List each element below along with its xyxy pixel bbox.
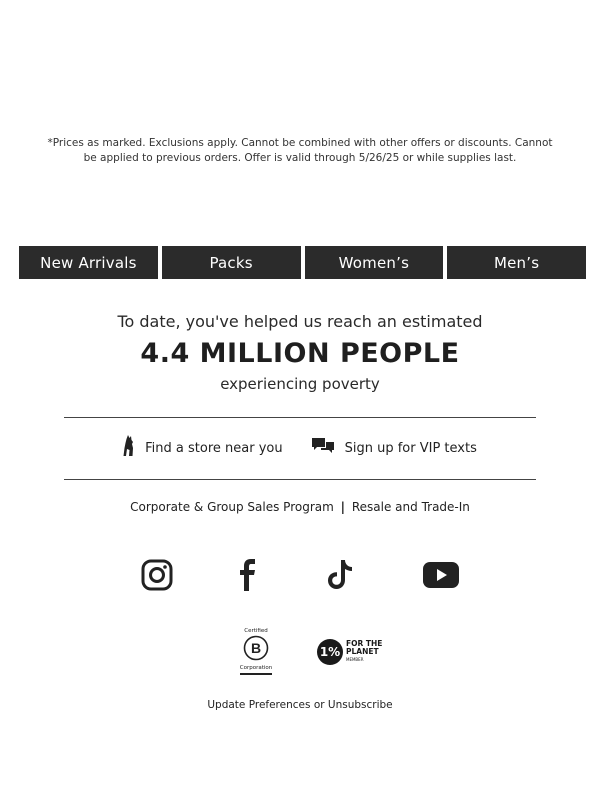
resale-trade-in-link[interactable]: Resale and Trade-In bbox=[351, 500, 470, 514]
impact-subtext: experiencing poverty bbox=[220, 375, 380, 393]
one-percent-line2: PLANET bbox=[346, 647, 379, 656]
one-percent-sub: MEMBER bbox=[346, 657, 364, 662]
one-percent-text bbox=[346, 640, 382, 664]
nav-packs-button[interactable]: Packs bbox=[162, 246, 301, 279]
corporate-sales-link[interactable]: Corporate & Group Sales Program bbox=[130, 500, 334, 514]
nav-new-arrivals-button[interactable]: New Arrivals bbox=[19, 246, 158, 279]
impact-headline: 4.4 MILLION PEOPLE bbox=[140, 338, 460, 369]
divider-bottom bbox=[64, 479, 536, 480]
nav-womens-button[interactable]: Women’s bbox=[305, 246, 444, 279]
find-store-link[interactable] bbox=[123, 435, 282, 461]
tiktok-icon[interactable] bbox=[320, 555, 360, 595]
category-nav bbox=[19, 246, 586, 279]
nav-mens-button[interactable]: Men’s bbox=[447, 246, 586, 279]
legal-disclaimer: *Prices as marked. Exclusions apply. Cannot be combined with other offers or discounts. Cannot be applied to previous orders. Offer is valid through 5/26/25 or while supplies last. bbox=[47, 137, 553, 164]
facebook-icon[interactable] bbox=[228, 555, 268, 595]
vip-texts-link[interactable] bbox=[311, 437, 477, 459]
unsubscribe-link[interactable]: Unsubscribe bbox=[327, 699, 393, 711]
email-preferences bbox=[0, 699, 600, 711]
footer-or-text: or bbox=[313, 699, 325, 711]
divider-top bbox=[64, 417, 536, 418]
vip-texts-label: Sign up for VIP texts bbox=[344, 440, 477, 456]
chat-bubbles-icon bbox=[311, 437, 335, 459]
find-store-label: Find a store near you bbox=[145, 440, 283, 456]
svg-text:B: B bbox=[250, 640, 262, 656]
one-percent-mark: 1% bbox=[317, 639, 343, 665]
youtube-icon[interactable] bbox=[421, 555, 461, 595]
b-corp-logo bbox=[238, 628, 274, 674]
one-percent-line1: FOR THE bbox=[346, 639, 383, 648]
bcorp-top-text: Certified bbox=[244, 628, 268, 634]
social-links bbox=[0, 555, 600, 595]
program-links bbox=[0, 500, 600, 514]
bcorp-circle bbox=[243, 635, 269, 661]
bcorp-bottom-text: Corporation bbox=[239, 665, 273, 671]
instagram-icon[interactable] bbox=[137, 555, 177, 595]
impact-intro-text: To date, you've helped us reach an estimated bbox=[117, 312, 483, 331]
link-separator: | bbox=[340, 500, 346, 514]
actions-row bbox=[0, 434, 600, 462]
certification-badges bbox=[0, 628, 600, 674]
one-percent-planet-logo bbox=[317, 638, 382, 666]
bcorp-underline bbox=[240, 673, 272, 675]
llama-icon bbox=[123, 435, 135, 461]
update-preferences-link[interactable]: Update Preferences bbox=[207, 699, 311, 711]
